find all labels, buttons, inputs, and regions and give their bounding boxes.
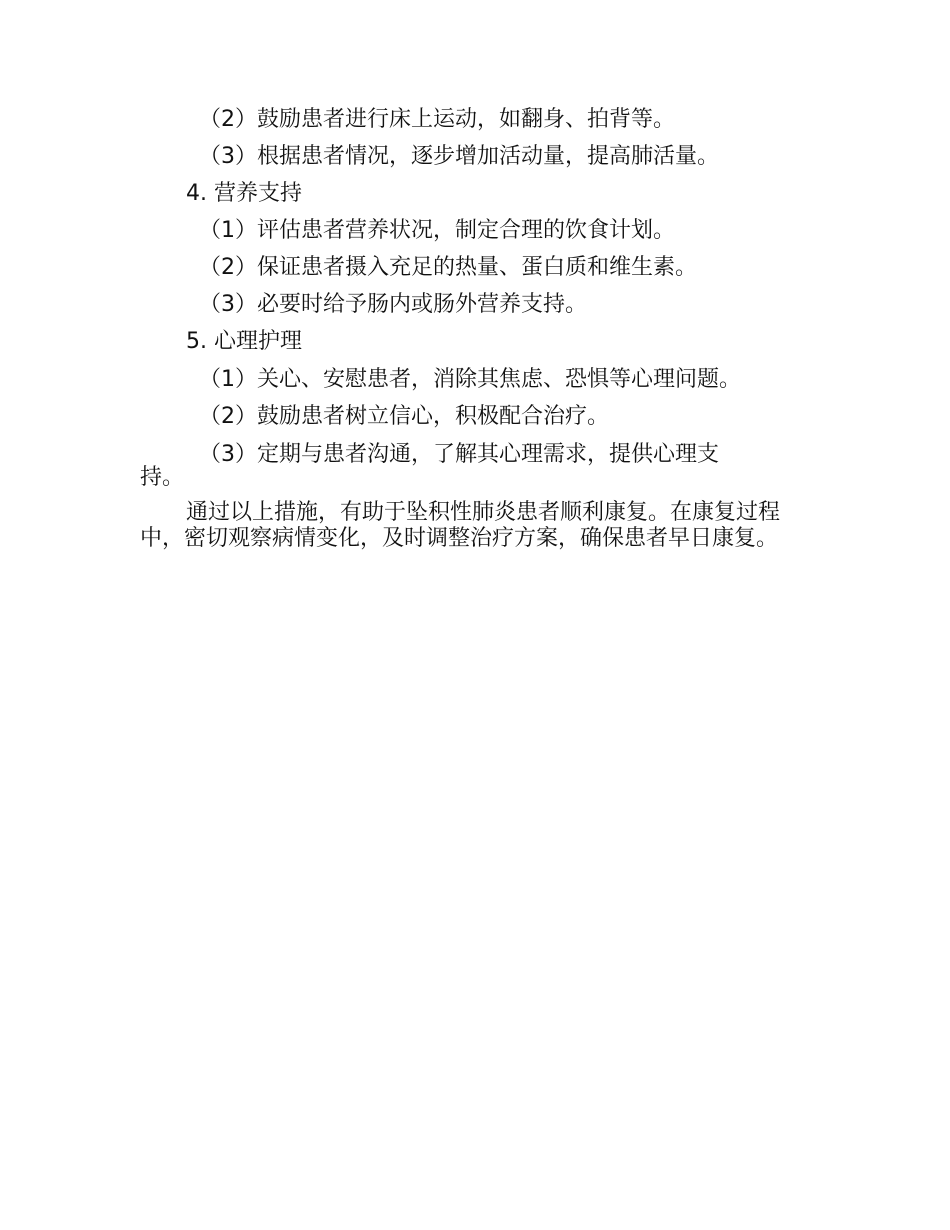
section-heading: 5. 心理护理 — [186, 329, 302, 354]
list-item: （3）根据患者情况，逐步增加活动量，提高肺活量。 — [199, 144, 719, 169]
closing-paragraph: 通过以上措施，有助于坠积性肺炎患者顺利康复。在康复过程中，密切观察病情变化，及时调整治疗方案，确保患者早日康复。 — [140, 500, 781, 551]
list-item: （2）保证患者摄入充足的热量、蛋白质和维生素。 — [199, 255, 697, 280]
section-heading: 4. 营养支持 — [186, 181, 302, 206]
list-item: （1）关心、安慰患者，消除其焦虑、恐惧等心理问题。 — [199, 367, 741, 392]
list-item: （2）鼓励患者进行床上运动，如翻身、拍背等。 — [199, 107, 675, 132]
list-item: （2）鼓励患者树立信心，积极配合治疗。 — [199, 404, 609, 429]
list-item: （3）必要时给予肠内或肠外营养支持。 — [199, 292, 587, 317]
list-item-continuation: 持。 — [140, 465, 185, 490]
list-item: （1）评估患者营养状况，制定合理的饮食计划。 — [199, 218, 675, 243]
list-item: （3）定期与患者沟通，了解其心理需求，提供心理支 — [199, 442, 719, 467]
